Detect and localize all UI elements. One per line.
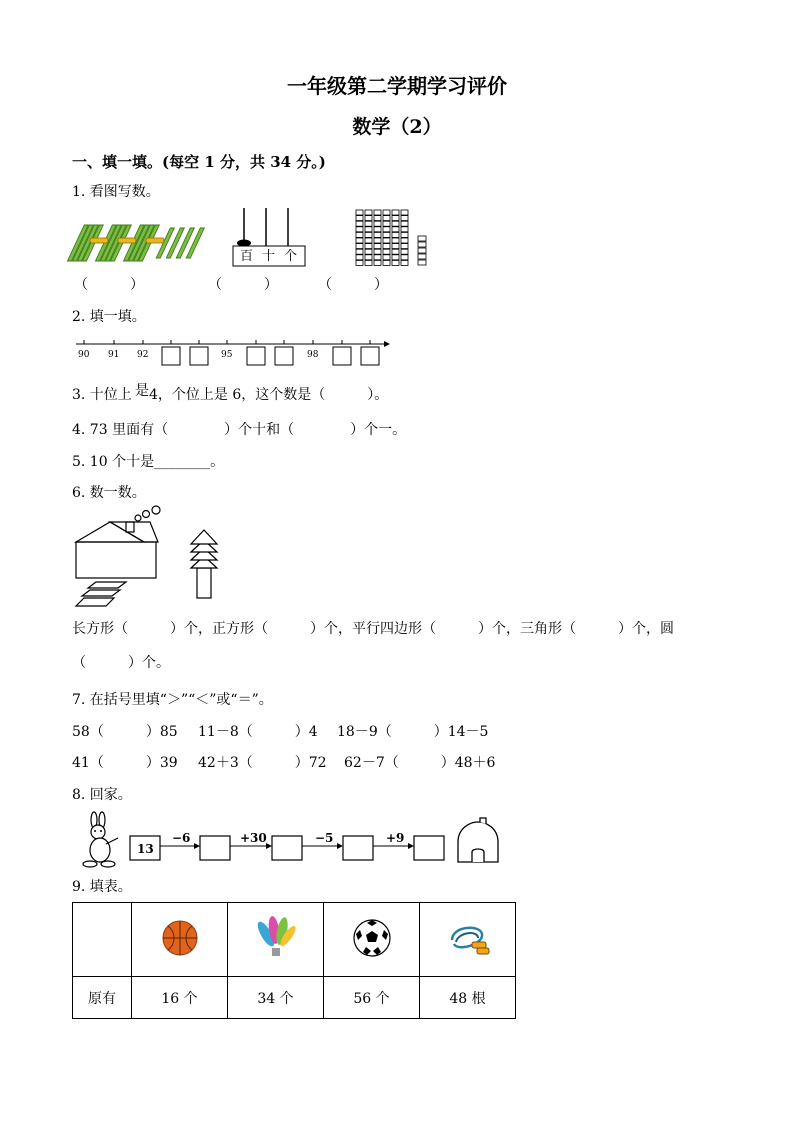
soccer-ball-icon [352,918,392,958]
value-cell: 34 个 [228,977,324,1019]
ten-rod-unit [392,227,399,232]
ten-rod-unit [401,244,408,249]
value-cell: 48 根 [420,977,516,1019]
ten-rod-unit [356,260,363,265]
jump-rope-icon [444,918,492,958]
ten-rod-unit [401,221,408,226]
tick-label-95: 95 [221,350,233,360]
value-cell: 56 个 [324,977,420,1019]
ten-rod-unit [392,216,399,221]
ten-rod-unit [383,221,390,226]
ten-rod-unit [401,238,408,243]
ten-rod-unit [365,221,372,226]
ten-rod-unit [401,255,408,260]
basketball-icon [160,918,200,958]
q7-row1-item2: 11－8（ ）4 [198,724,318,740]
ten-rod-unit [374,244,381,249]
q1-blank-1[interactable]: （ ） [74,277,144,293]
ten-rod-unit [356,238,363,243]
ten-rod-unit [374,232,381,237]
ten-rod-unit [365,216,372,221]
ten-rod-unit [374,210,381,215]
ten-rod-unit [374,238,381,243]
ten-rod-unit [356,249,363,254]
ten-rod-unit [392,260,399,265]
ten-rod-unit [374,227,381,232]
ten-rod-unit [365,238,372,243]
ten-rod-unit [365,232,372,237]
ten-rod-unit [356,216,363,221]
ten-rod-unit [383,260,390,265]
ten-rod-unit [392,232,399,237]
ten-rod-unit [401,232,408,237]
ten-rod-unit [365,210,372,215]
ten-rod-unit [383,249,390,254]
ten-rod-unit [383,232,390,237]
rabbit-icon [78,812,128,868]
ten-rod-unit [392,221,399,226]
q6-prompt: 6. 数一数。 [72,485,146,501]
ten-rod-unit [401,249,408,254]
page-subtitle: 数学（2） [352,116,442,138]
ten-rod-unit [401,216,408,221]
ten-rod-unit [356,210,363,215]
op-label-1: −6 [172,831,191,845]
op-label-3: −5 [315,831,334,845]
tick-label-98: 98 [307,350,319,360]
q5-text: 5. 10 个十是________。 [72,454,225,470]
q1-blank-2[interactable]: （ ） [208,277,278,293]
base-ten-blocks-image [354,208,434,268]
ten-rod-unit [356,221,363,226]
op-label-2: +30 [240,831,267,845]
q7-prompt: 7. 在括号里填“＞”“＜”或“＝”。 [72,692,273,708]
page-title: 一年级第二学期学习评价 [287,74,507,98]
ten-rod-unit [356,227,363,232]
section-heading: 一、填一填。(每空 1 分，共 34 分。) [72,153,326,171]
ten-rod-unit [356,244,363,249]
ten-rod-unit [365,260,372,265]
ten-rod-unit [365,227,372,232]
ten-rod-unit [356,232,363,237]
tick-label-90: 90 [78,350,90,360]
ten-rod-unit [365,244,372,249]
q7-row2-item3: 62－7（ ）48＋6 [344,755,496,771]
table-icon-cell [324,903,420,977]
ten-rod-unit [392,244,399,249]
ten-rod-unit [356,255,363,260]
q2-prompt: 2. 填一填。 [72,309,146,325]
house-home-icon [452,818,502,866]
ten-rod-unit [383,216,390,221]
ten-rod-unit [392,210,399,215]
q6-line1: 长方形（ ）个，正方形（ ）个，平行四边形（ ）个，三角形（ ）个，圆 [72,621,674,637]
ten-rod-unit [383,255,390,260]
table-icon-cell [420,903,516,977]
q7-row2-item1: 41（ ）39 [72,755,178,771]
table-corner-cell [73,903,132,977]
tick-label-92: 92 [137,350,149,360]
ten-rod-unit [401,210,408,215]
ten-rod-unit [401,227,408,232]
q4-text: 4. 73 里面有（ ）个十和（ ）个一。 [72,422,407,438]
unit-cube [418,260,426,265]
q6-line2: （ ）个。 [72,655,170,671]
ten-rod-unit [383,238,390,243]
stick-bundles-image [76,212,216,262]
unit-cube [418,242,426,247]
q9-prompt: 9. 填表。 [72,879,132,895]
ten-rod-unit [374,260,381,265]
q1-blank-3[interactable]: （ ） [318,277,388,293]
unit-cube [418,236,426,241]
ten-rod-unit [392,249,399,254]
q3-text-c: 4，个位上是 6，这个数是（ ）。 [149,387,389,403]
tick-label-91: 91 [108,350,120,360]
q7-row1-item3: 18－9（ ）14－5 [337,724,489,740]
ten-rod-unit [383,244,390,249]
q7-row1-item1: 58（ ）85 [72,724,178,740]
ten-rod-unit [374,255,381,260]
ten-rod-unit [365,255,372,260]
shuttlecock-icon [254,916,298,960]
q8-prompt: 8. 回家。 [72,787,132,803]
tree-figure [186,524,226,604]
fill-table [72,902,516,1019]
unit-cube [418,254,426,259]
ten-rod-unit [374,216,381,221]
unit-cube [418,248,426,253]
value-cell: 16 个 [132,977,228,1019]
ten-rod-unit [392,238,399,243]
ten-rod-unit [392,255,399,260]
ten-rod-unit [365,249,372,254]
op-label-4: +9 [386,831,405,845]
table-icon-cell [228,903,324,977]
q3-text-a: 3. 十位上 [72,387,132,403]
q7-row2-item2: 42＋3（ ）72 [198,755,327,771]
abacus-label-hundreds: 百 [240,249,254,264]
ten-rod-unit [374,249,381,254]
ten-rod-unit [383,227,390,232]
row-label-cell: 原有 [73,977,132,1019]
abacus-label-tens: 十 [262,249,276,264]
table-icon-cell [132,903,228,977]
ten-rod-unit [401,260,408,265]
ten-rod-unit [374,221,381,226]
q1-prompt: 1. 看图写数。 [72,184,160,200]
q3-text-b: 是 [135,383,149,399]
ten-rod-unit [383,210,390,215]
abacus-label-ones: 个 [284,249,298,264]
start-value-box: 13 [137,842,154,856]
